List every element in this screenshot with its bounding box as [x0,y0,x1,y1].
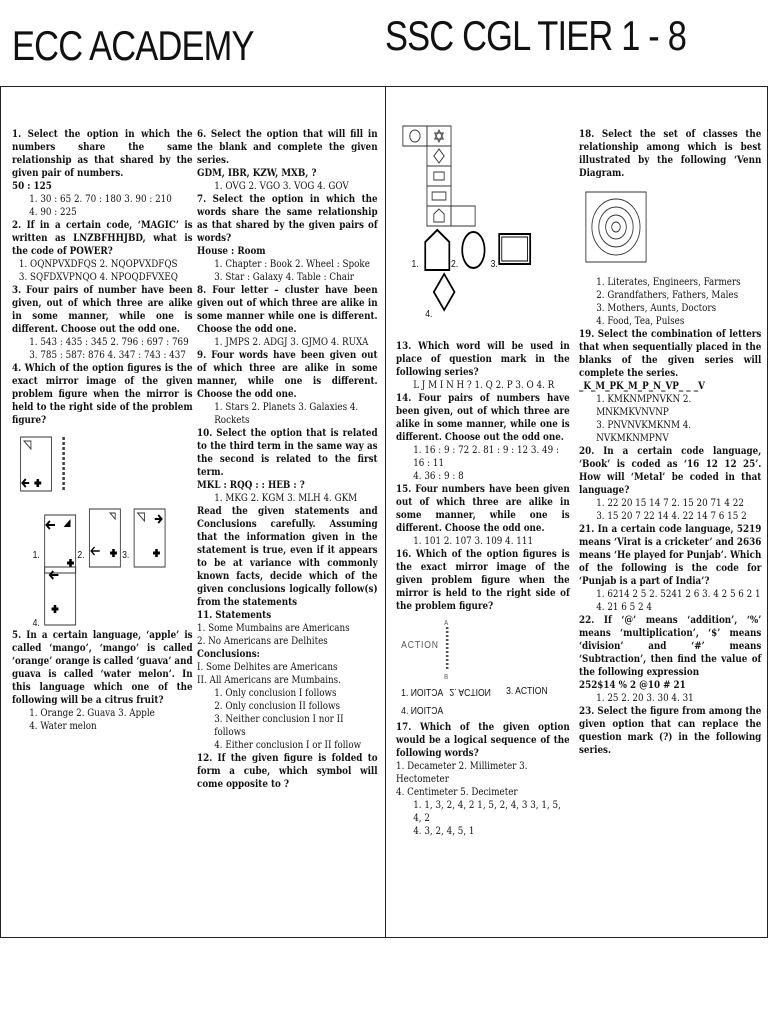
q12-option-1-label: 1. [411,259,419,270]
q16-mirror-line [446,627,449,671]
conclusion-2: II. All Americans are Mumbains. [197,675,341,686]
question-19-options: 1. KMKNMPNVKN 2. MNKMKVNVNP [596,394,692,418]
question-6-series: GDM, IBR, KZW, MXB, ? [197,167,317,179]
question-9: 9. Four words have been given out of which three are alike in some manner, while one is different. Choose the odd one. [197,349,378,400]
question-12: 12. If the given figure is folded to form a cube, which symbol will come opposite to ? [197,752,378,790]
question-2: 2. If in a certain code, ‘MAGIC’ is written as LNZBFHHJBD, what is the code of POWER? [12,219,193,257]
statement-2: 2. No Americans are Delhites [197,636,328,647]
question-5-options: 1. Orange 2. Guava 3. Apple [29,708,155,719]
question-13-series: L J M I N H ? 1. Q 2. P 3. O 4. R [413,380,555,391]
cube-net-figure [396,128,570,340]
statement-1: 1. Some Mumbains are Americans [197,623,350,634]
question-7-pair: House : Room [197,245,266,257]
question-11-option-4: 4. Either conclusion I or II follow [214,740,362,751]
column-3 [396,128,570,838]
question-17-options: 1. 1, 3, 2, 4, 2 1, 5, 2, 4, 3 3, 1, 5, 4, 2 [413,800,561,824]
q16-problem-word: ACTION [401,640,439,651]
column-4 [579,128,761,757]
q12-option-4-label: 4. [425,309,433,320]
question-11-option-1: 1. Only conclusion I follows [214,688,337,699]
question-11-intro: Read the given statements and Conclusions carefully. Assuming that the information given in the statement is true, even if it appears to be at variance with commonly known facts, decide which of the given conclusions logically follow(s) from the statements [197,505,378,608]
question-8: 8. Four letter – cluster have been given out of which three are alike in some manner while one is different. Choose the odd one. [197,284,378,335]
question-18: 18. Select the set of classes the relationship among which is best illustrated by the following ‘Venn Diagram. [579,128,762,179]
question-15: 15. Four numbers have been given out of which three are alike in some manner, while one is different. Choose the odd one. [396,483,570,534]
question-23: 23. Select the figure from among the given option that can replace the question mark (?) in the following series. [579,705,762,756]
question-14: 14. Four pairs of numbers have been given, out of which three are alike in some manner, while one is different. Choose out the odd one. [396,392,570,443]
question-1-options: 1. 30 : 65 2. 70 : 180 3. 90 : 210 [29,194,172,205]
question-13: 13. Which word will be used in place of question mark in the following series? [396,340,570,378]
question-14-options: 1. 16 : 9 : 72 2. 81 : 9 : 12 3. 49 : 16 : 11 [413,445,559,469]
question-20-options-2: 3. 15 20 7 22 14 4. 22 14 7 6 15 2 [596,511,747,522]
question-17-words: 1. Decameter 2. Millimeter 3. Hectometer [396,761,528,785]
question-6: 6. Select the option that will fill in the blank and complete the given series. [197,128,378,166]
question-1-pair: 50 : 125 [12,180,52,192]
question-19-options-2: 3. PNVNVKMKNM 4. NVKMKNMPNV [596,420,692,444]
question-20: 20. In a certain code language, ‘Book’ is coded as ‘16 12 12 25’. How will ‘Metal’ be coded in that language? [579,445,762,496]
q16-mirror-bottom-label: B [444,674,449,681]
column-1 [12,128,193,733]
question-22: 22. If ‘@’ means ‘addition’, ‘%’ means ‘multiplication’, ‘$’ means ‘division’ and ‘#’ means ‘Subtraction’, then find the value of the following expression [579,614,762,678]
question-7-options: 1. Chapter : Book 2. Wheel : Spoke [214,259,370,270]
column-2 [197,128,378,791]
question-21-options: 1. 6214 2 5 2. 5241 2 6 3. 4 2 5 6 2 1 4. 21 6 5 2 4 [596,589,761,613]
conclusion-1: I. Some Delhites are Americans [197,662,338,673]
question-15-options: 1. 101 2. 107 3. 109 4. 111 [413,536,534,547]
question-5-options-2: 4. Water melon [29,721,97,732]
question-20-options: 1. 22 20 15 14 7 2. 15 20 71 4 22 [596,498,744,509]
question-5: 5. In a certain language, ‘apple’ is called ‘mango’, ‘mango’ is called ‘orange’ orange is called ‘guava’ and guava is called ‘water melon’. In this language which one of the following will be a citrus fruit? [12,629,193,706]
question-7-options-2: 3. Star : Galaxy 4. Table : Chair [214,272,354,283]
question-4: 4. Which of the option figures is the exact mirror image of the given problem figure when the mirror is held to the right side of the problem figure? [12,362,193,426]
question-11-option-2: 2. Only conclusion II follows [214,701,340,712]
question-3: 3. Four pairs of number have been given, out of which three are alike in some manner, while one is different. Choose out the odd one. [12,284,193,335]
q16-option-4: 4. ИOITƆA [401,706,444,717]
question-17-options-2: 4. 3, 2, 4, 5, 1 [413,826,475,837]
question-22-options: 1. 25 2. 20 3. 30 4. 31 [596,693,694,704]
question-1: 1. Select the option in which the numbers share the same relationship as that shared by the given pair of numbers. [12,128,193,179]
question-8-options: 1. JMPS 2. ADGJ 3. GJMO 4. RUXA [214,337,369,348]
question-11-option-3: 3. Neither conclusion I nor II follows [214,714,344,738]
conclusions-heading: Conclusions: [197,648,260,660]
question-17-words-2: 4. Centimeter 5. Decimeter [396,787,518,798]
question-1-options-2: 4. 90 : 225 [29,207,77,218]
q16-option-3: 3. ACTION [506,686,548,697]
question-14-options-2: 4. 36 : 9 : 8 [413,471,464,482]
question-19-series: _K_M_PK_M_P_N_VP_ _ _V [579,380,705,392]
question-16-figure [396,613,570,721]
question-22-expression: 252$14 % 2 @10 # 21 [579,679,686,691]
question-18-option-1: 1. Literates, Engineers, Farmers [596,277,741,288]
question-6-options: 1. OVG 2. VGO 3. VOG 4. GOV [214,181,349,192]
question-18-option-2: 2. Grandfathers, Fathers, Males [596,290,739,301]
q16-option-1: 1. ИOITƆA [401,688,444,699]
q4-option-1-label: 1. [32,550,40,561]
q4-option-3-label: 3. [122,550,130,561]
question-7: 7. Select the option in which the words share the same relationship as that shared by the given pairs of words? [197,193,378,244]
header-academy-name: ECC ACADEMY [12,22,254,69]
question-10: 10. Select the option that is related to the third term in the same way as the second is related to the first term. [197,427,378,478]
header-exam-title: SSC CGL TIER 1 - 8 [385,12,687,59]
q12-option-2-label: 2. [451,259,459,270]
question-18-option-4: 4. Food, Tea, Pulses [596,316,685,327]
question-11-heading: 11. Statements [197,609,272,621]
question-18-option-3: 3. Mothers, Aunts, Doctors [596,303,717,314]
question-16: 16. Which of the option figures is the exact mirror image of the given problem figure when the mirror is held to the right side of the problem figure? [396,548,570,612]
question-2-options-2: 3. SQFDXVPNQO 4. NPOQDFVXEQ [18,272,178,283]
question-3-options-2: 3. 785 : 587: 876 4. 347 : 743 : 437 [29,350,186,361]
q12-option-3-label: 3. [490,259,498,270]
q4-option-2-label: 2. [77,550,85,561]
question-19: 19. Select the combination of letters that when sequentially placed in the blanks of the given series will complete the series. [579,328,762,379]
question-10-pair: MKL : RQQ : : HEB : ? [197,479,305,491]
question-2-options: 1. OQNPVXDFQS 2. NQOPVXDFQS [18,259,178,270]
question-3-options: 1. 543 : 435 : 345 2. 796 : 697 : 769 [29,337,189,348]
q4-option-4-label: 4. [32,618,40,629]
question-4-figures [12,427,193,629]
question-10-options: 1. MKG 2. KGM 3. MLH 4. GKM [214,493,358,504]
question-9-options: 1. Stars 2. Planets 3. Galaxies 4. Rockets [214,402,359,426]
q16-mirror-top-label: A [444,620,449,627]
question-17: 17. Which of the given option would be a logical sequence of the following words? [396,721,570,759]
venn-diagram [579,180,761,276]
question-21: 21. In a certain code language, 5219 means ‘Virat is a cricketer’ and 2636 means ‘He played for Punjab’. Which of the following is the code for ‘Punjab is a part of India’? [579,523,762,587]
q16-option-2: 2. ACTION [449,686,491,697]
